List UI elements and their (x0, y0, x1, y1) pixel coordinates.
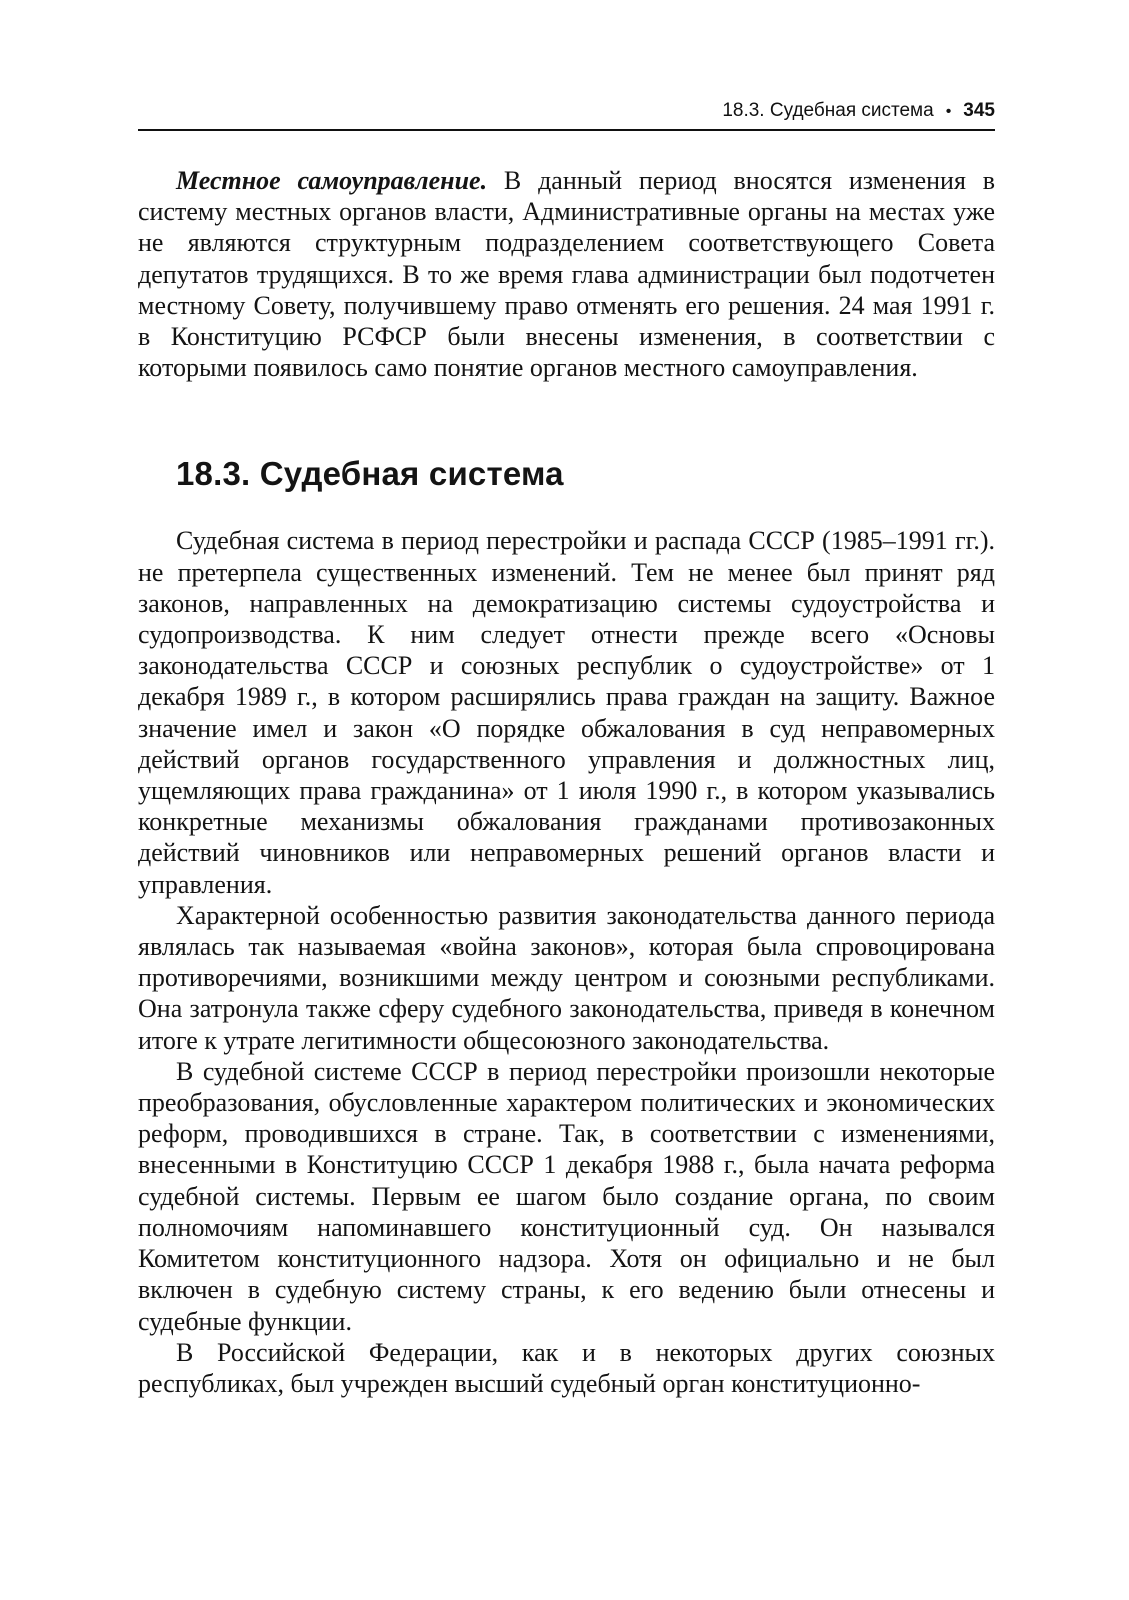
paragraph-2: Характерной особенностью развития законодательства данного периода являлась так называемая «война законов», которая была спровоцирована противоречиями, возникшими между центром и союзными республиками. Она затронула также сферу судебного законодательства, приведя в конечном итоге к утрате легитимности общесоюзного законодательства. (138, 900, 995, 1055)
section-heading: 18.3. Судебная система (176, 455, 564, 493)
intro-paragraph (138, 165, 995, 383)
bullet-separator: • (945, 103, 952, 120)
paragraph-4: В Российской Федерации, как и в некоторых других союзных республиках, был учрежден высший судебный орган конституционно- (138, 1337, 995, 1398)
intro-paragraph-text: В данный период вносятся изменения в систему местных органов власти, Административные органы на местах уже не являются структурным подразделением соответствующего Совета депутатов трудящихся. В то же время глава администрации был подотчетен местному Совету, получившему право отменять его решения. 24 мая 1991 г. в Конституцию РСФСР были внесены изменения, в соответствии с которыми появилось само понятие органов местного самоуправления. (138, 166, 995, 383)
page-number: 345 (963, 100, 995, 121)
running-header-section: 18.3. Судебная система (722, 100, 934, 121)
book-page (138, 100, 995, 1399)
paragraph-3: В судебной системе СССР в период перестройки произошли некоторые преобразования, обусловленные характером политических и экономических реформ, проводившихся в стране. Так, в соответствии с изменениями, внесенными в Конституцию СССР 1 декабря 1988 г., была начата реформа судебной системы. Первым ее шагом было создание органа, по своим полномочиям напоминавшего конституционный суд. Он назывался Комитетом конституционного надзора. Хотя он официально и не был включен в судебную систему страны, к его ведению были отнесены и судебные функции. (138, 1056, 995, 1336)
running-header (138, 100, 995, 131)
run-in-heading: Местное самоуправление. (176, 166, 488, 195)
paragraph-1: Судебная система в период перестройки и распада СССР (1985–1991 гг.). не претерпела существенных изменений. Тем не менее был принят ряд законов, направленных на демократизацию системы судоустройства и судопроизводства. К ним следует отнести прежде всего «Основы законодательства СССР и союзных республик о судоустройстве» от 1 декабря 1989 г., в котором расширялись права граждан на защиту. Важное значение имел и закон «О порядке обжалования в суд неправомерных действий органов государственного управления и должностных лиц, ущемляющих права гражданина» от 1 июля 1990 г., в котором указывались конкретные механизмы обжалования гражданами противозаконных действий чиновников или неправомерных решений органов власти и управления. (138, 526, 995, 899)
